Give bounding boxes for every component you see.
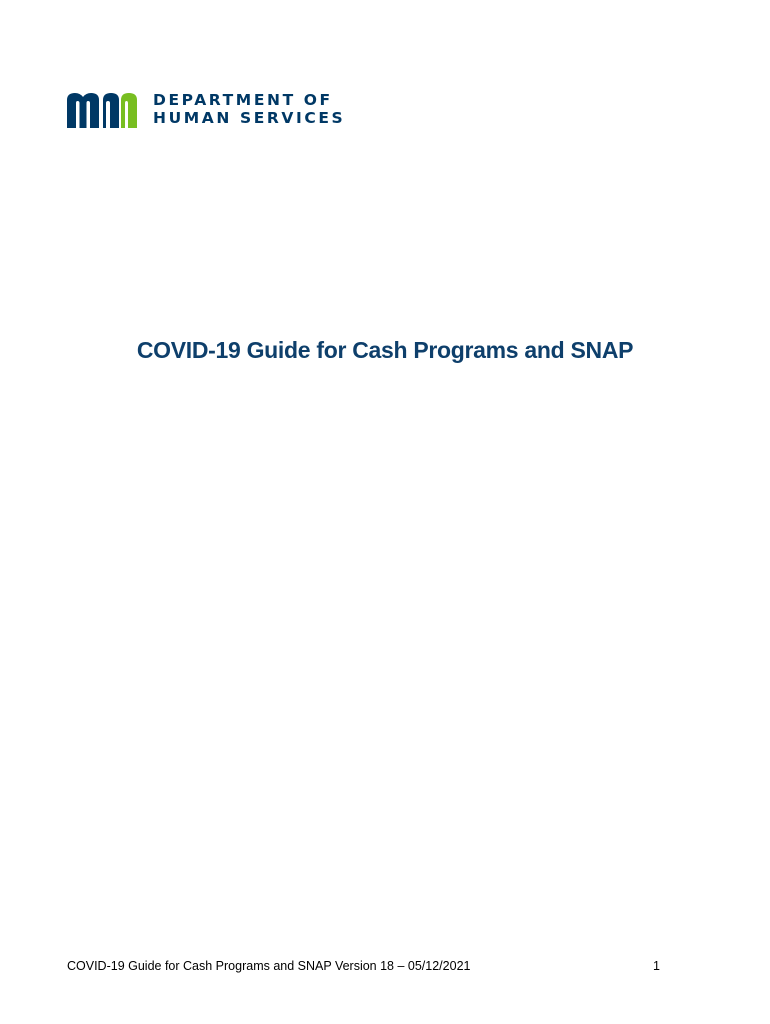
footer-version-text: COVID-19 Guide for Cash Programs and SNAP Version 18 – 05/12/2021 xyxy=(67,959,471,973)
footer-page-number: 1 xyxy=(653,959,660,973)
logo-line2: HUMAN SERVICES xyxy=(153,109,346,127)
logo-line1: DEPARTMENT OF xyxy=(153,91,333,109)
document-title: COVID-19 Guide for Cash Programs and SNAP xyxy=(136,337,634,363)
logo-text xyxy=(153,91,345,127)
dhs-logo xyxy=(67,90,345,128)
mn-state-logo-icon xyxy=(67,90,143,128)
